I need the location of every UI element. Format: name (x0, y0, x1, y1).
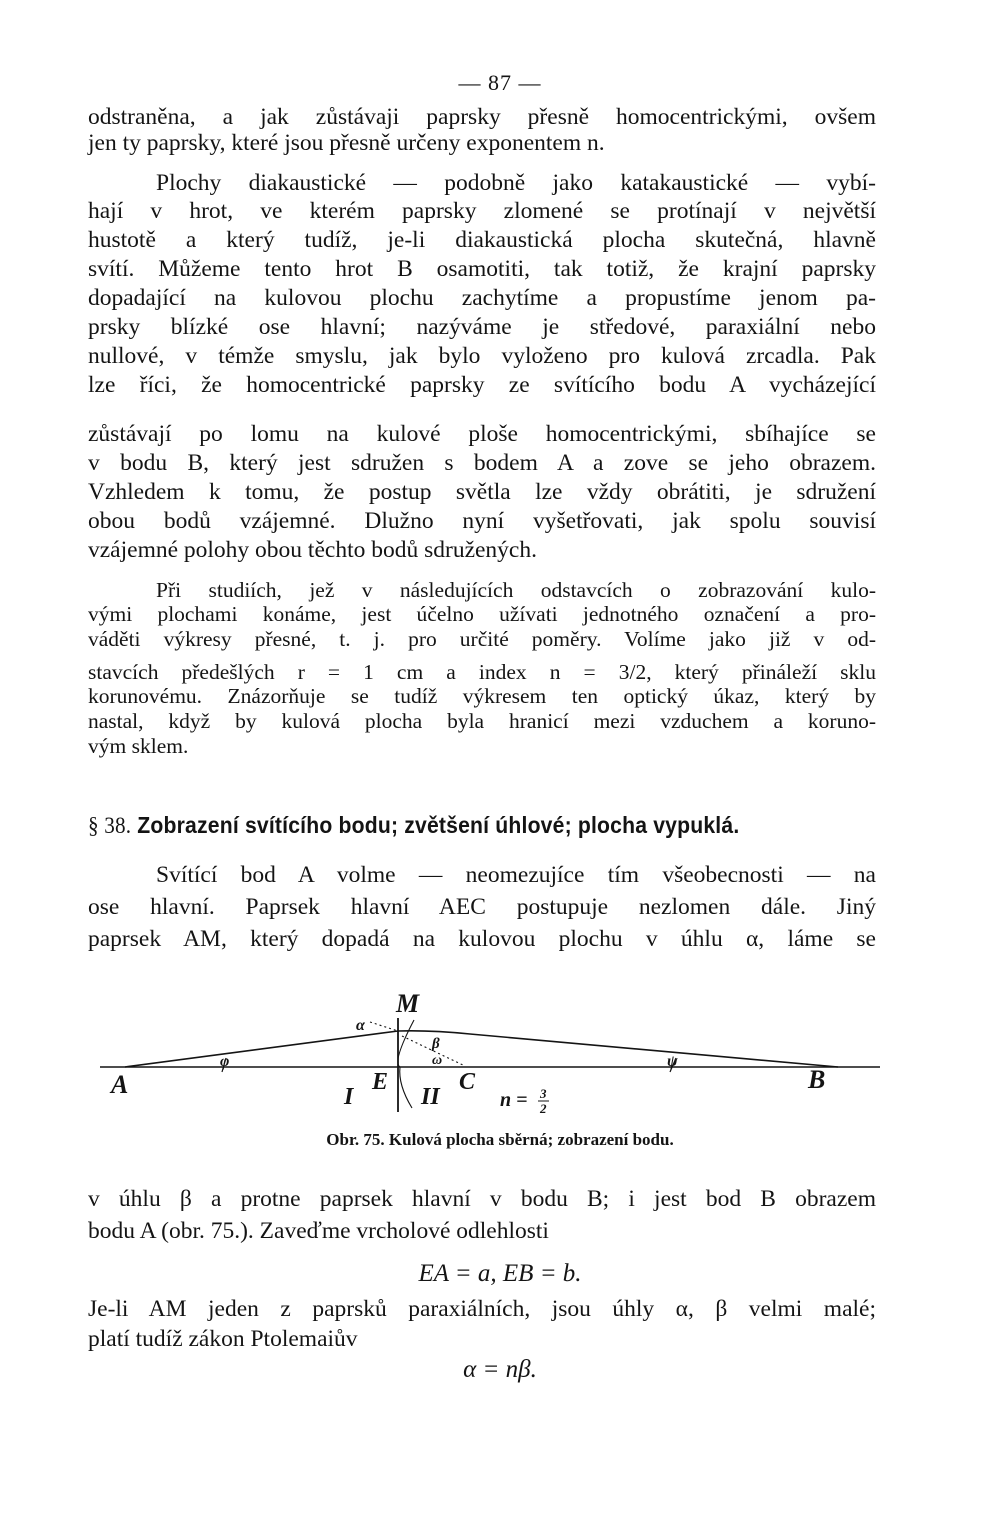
text-line: jen ty paprsky, které jsou přesně určeny exponentem n. (88, 130, 605, 156)
label-II: II (421, 1084, 440, 1110)
text-line: bodu A (obr. 75.). Zaveďme vrcholové odlehlosti (88, 1218, 549, 1244)
label-n-equals: n = (500, 1089, 528, 1111)
text-line: ose hlavní. Paprsek hlavní AEC postupuje nezlomen dále. Jiný (88, 894, 876, 920)
text-line: odstraněna, a jak zůstávaji paprsky přesně homocentrickými, ovšem (88, 104, 876, 130)
formula-distances: EA = a, EB = b. (418, 1260, 582, 1287)
text-line: váděti výkresy přesné, t. j. pro určité poměry. Volíme jako již v od- (88, 627, 876, 651)
text-line: vzájemné polohy obou těchto bodů sdružených. (88, 537, 537, 563)
formula-ptolemy-law: α = nβ. (463, 1356, 537, 1383)
text-line: zůstávají po lomu na kulové ploše homocentrickými, sbíhajíce se (88, 421, 876, 447)
label-n-denominator: 2 (540, 1101, 547, 1116)
text-line: Svítící bod A volme — neomezujíce tím všeobecnosti — na (156, 862, 876, 888)
text-line: v úhlu β a protne paprsek hlavní v bodu B; i jest bod B obrazem (88, 1186, 876, 1212)
label-alpha: α (356, 1017, 365, 1034)
text-line: Při studiích, jež v následujících odstavcích o zobrazování kulo- (156, 578, 876, 602)
incidence-dotted-line (370, 1022, 398, 1031)
label-B: B (808, 1065, 826, 1094)
label-I: I (344, 1084, 354, 1110)
page-number: — 87 — (458, 70, 542, 95)
label-omega: ω (432, 1053, 443, 1068)
text-line: vým sklem. (88, 734, 189, 758)
text-line: platí tudíž zákon Ptolemaiův (88, 1326, 358, 1352)
spherical-surface-arc (398, 1020, 414, 1108)
text-line: dopadající na kulovou plochu zachytíme a propustíme jenom pa- (88, 285, 876, 311)
label-psi: ψ (667, 1053, 678, 1070)
text-line: obou bodů vzájemné. Dlužno nyní vyšetřovati, jak spolu souvisí (88, 508, 876, 534)
label-A: A (111, 1070, 129, 1099)
text-line: korunovému. Znázorňuje se tudíž výkresem ten optický úkaz, který by (88, 684, 876, 708)
figure-75-diagram (0, 980, 1000, 1120)
text-line: nullové, v témže smyslu, jak bylo vyloženo pro kulová zrcadla. Pak (88, 343, 876, 369)
section-number: § 38. (88, 813, 132, 838)
text-line: stavcích předešlých r = 1 cm a index n = 3/2, který přináleží sklu (88, 660, 876, 684)
text-line: svítí. Můžeme tento hrot B osamotiti, tak totiž, že krajní paprsky (88, 256, 876, 282)
label-n-numerator: 3 (540, 1086, 547, 1101)
text-line: Plochy diakaustické — podobně jako katakaustické — vybí- (156, 170, 876, 196)
text-line: prsky blízké ose hlavní; nazýváme je středové, paraxiální nebo (88, 314, 876, 340)
section-heading (88, 812, 824, 839)
incident-ray (125, 1031, 398, 1067)
label-M: M (396, 989, 420, 1018)
section-title: Zobrazení svítícího bodu; zvětšení úhlové; plocha vypuklá. (137, 812, 740, 838)
text-line: hají v hrot, ve kterém paprsky zlomené se protínají v největší (88, 198, 876, 224)
text-line: lze říci, že homocentrické paprsky ze svítícího bodu A vycházející (88, 372, 876, 398)
text-line: hustotě a který tudíž, je-li diakaustická plocha skutečná, hlavně (88, 227, 876, 253)
text-line: paprsek AM, který dopadá na kulovou plochu v úhlu α, láme se (88, 926, 876, 952)
text-line: v bodu B, který jest sdružen s bodem A a zove se jeho obrazem. (88, 450, 876, 476)
label-beta: β (432, 1036, 440, 1052)
text-line: Vzhledem k tomu, že postup světla lze vždy obrátiti, je sdružení (88, 479, 876, 505)
label-C: C (459, 1069, 476, 1095)
label-E: E (372, 1069, 389, 1095)
text-line: nastal, když by kulová plocha byla hranicí mezi vzduchem a koruno- (88, 709, 876, 733)
figure-caption: Obr. 75. Kulová plocha sběrná; zobrazení bodu. (326, 1130, 674, 1149)
text-line: vými plochami konáme, jest účelno užívati jednotného označení a pro- (88, 602, 876, 626)
text-line: Je-li AM jeden z paprsků paraxiálních, jsou úhly α, β velmi malé; (88, 1296, 876, 1322)
label-phi: φ (220, 1053, 230, 1070)
refracted-ray (398, 1031, 838, 1067)
